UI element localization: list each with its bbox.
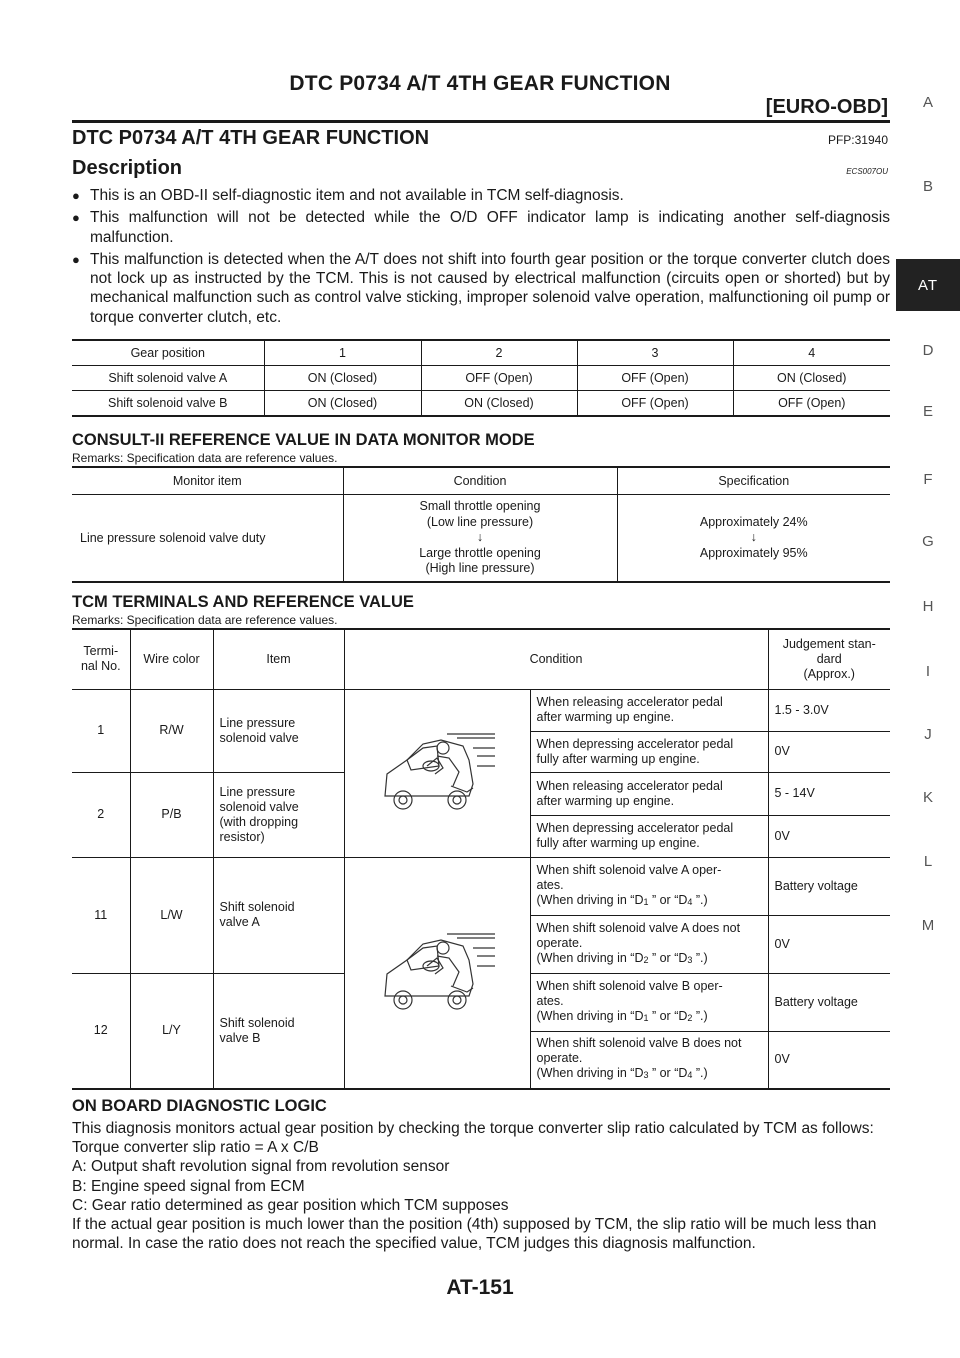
table-row: 11 L/W Shift solenoid valve A When shift solenoid valve A oper- ates. (When driving in “D1 ” or “D4 ”.) Battery voltage [72,857,890,915]
side-index-tab-b[interactable]: B [922,178,933,195]
tcm-heading: TCM TERMINALS AND REFERENCE VALUE [72,593,414,611]
down-arrow-icon: ↓ [750,530,757,544]
tcm-remarks: Remarks: Specification data are reference values. [72,613,338,627]
side-index-tab-j[interactable]: J [924,726,932,743]
table-row: Line pressure solenoid valve duty Small throttle opening (Low line pressure) ↓ Large throttle opening (High line pressure) Approximately 24% ↓ Approximately 95% [72,495,890,582]
bullet-icon: ● [72,251,80,267]
consult-remarks: Remarks: Specification data are reference values. [72,451,338,465]
header-rule [72,120,890,123]
bullet-icon: ● [72,188,80,203]
table-row: 2 P/B Line pressure solenoid valve (with dropping resistor) When releasing accelerator pedal after warming up engine. 5 - 14V [72,772,890,815]
table-row: When depressing accelerator pedal fully after warming up engine. 0V [72,815,890,857]
side-index-tab-h[interactable]: H [922,598,934,615]
table-header-row: Monitor item Condition Specification [72,467,890,495]
diagnostic-text: This diagnosis monitors actual gear position by checking the torque converter slip ratio calculated by TCM as follows: Torque converter slip ratio = A x C/B A: Output shaft revolution signal from revolution sensor B: Engine speed signal from ECM C: Gear ratio determined as gear position which TCM supposes If the actual gear position is much lower than the position (4th) supposed by TCM, the slip ratio will be much less than normal. In case the ratio does not reach the specified value, TCM judges this diagnosis malfunction. [72,1120,877,1253]
table-row: When shift solenoid valve A does not operate. (When driving in “D2 ” or “D3 ”.) 0V [72,915,890,973]
table-row: When depressing accelerator pedal fully after warming up engine. 0V [72,731,890,772]
diagnostic-heading: ON BOARD DIAGNOSTIC LOGIC [72,1097,327,1115]
table-row: When shift solenoid valve B does not operate. (When driving in “D3 ” or “D4 ”.) 0V [72,1031,890,1089]
side-index-tab-e[interactable]: E [922,403,933,420]
side-index-tab-l[interactable]: L [923,853,933,870]
running-subtitle: [EURO-OBD] [765,96,888,118]
table-row: 1 R/W Line pressure solenoid valve When releasing accelerator pedal after warming up engine. 1.5 - 3.0V [72,689,890,731]
bullet-item: ● This is an OBD-II self-diagnostic item and not available in TCM self-diagnosis. [72,187,624,204]
page-number: AT-151 [446,1276,514,1299]
description-code: ECS007OU [846,167,888,176]
side-index-tab-i[interactable]: I [925,663,931,680]
driver-in-car-icon [377,726,497,816]
table-header-row: Gear position 1 2 3 4 [72,340,890,366]
tcm-terminals-table [72,628,890,1090]
side-index-tab-at-active[interactable]: AT [896,259,960,311]
driver-shifting-illustration-cell [344,857,530,1089]
gear-position-table [72,339,890,417]
side-index-tab-m[interactable]: M [921,917,935,934]
description-bullets [72,186,890,330]
table-row: Shift solenoid valve A ON (Closed) OFF (Open) OFF (Open) ON (Closed) [72,366,890,391]
driver-in-car-icon [377,926,497,1016]
description-heading: Description [72,157,183,179]
bullet-item: ● This malfunction will not be detected while the O/D OFF indicator lamp is indicating another self-diagnosis malfunction. [72,209,890,246]
consult-heading: CONSULT-II REFERENCE VALUE IN DATA MONITOR MODE [72,431,535,449]
driver-pedal-illustration-cell [344,689,530,857]
side-index-tab-f[interactable]: F [923,471,933,488]
running-title: DTC P0734 A/T 4TH GEAR FUNCTION [289,72,671,95]
side-index-tab-a[interactable]: A [922,94,933,111]
consult-table [72,466,890,583]
table-header-row: Termi- nal No. Wire color Item Condition Judgement stan- dard (Approx.) [72,629,890,689]
down-arrow-icon: ↓ [476,530,484,544]
side-index-tab-d[interactable]: D [922,342,934,359]
side-index-tab-k[interactable]: K [922,789,933,806]
bullet-icon: ● [72,210,80,226]
part-code: PFP:31940 [827,133,888,147]
table-row: Shift solenoid valve B ON (Closed) ON (Closed) OFF (Open) OFF (Open) [72,391,890,417]
side-index-tab-g[interactable]: G [922,533,934,550]
table-row: 12 L/Y Shift solenoid valve B When shift solenoid valve B oper- ates. (When driving in “D1 ” or “D2 ”.) Battery voltage [72,973,890,1031]
bullet-item: ● This malfunction is detected when the A/T does not shift into fourth gear position or the torque converter clutch does not lock up as instructed by the TCM. This is not caused by electrical malfunction (circuits open or shorted) but by mechanical malfunction such as control valve sticking, improper solenoid valve operation, malfunctioning oil pump or torque converter clutch, etc. [72,250,890,326]
section-title: DTC P0734 A/T 4TH GEAR FUNCTION [72,127,430,149]
